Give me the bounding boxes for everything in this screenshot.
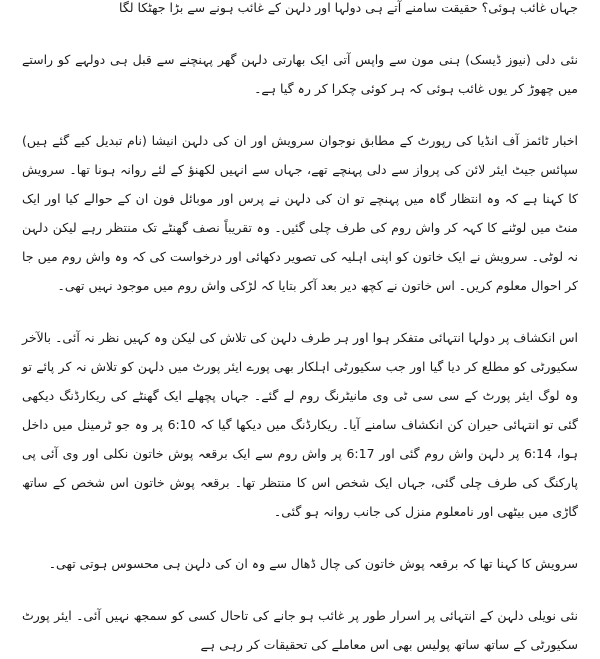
article-paragraph: نئی دلی (نیوز ڈیسک) ہنی مون سے واپس آتی ایک بھارتی دلہن گھر پہنچنے سے قبل ہی دولہے کو راستے میں چھوڑ کر یوں غائب ہوئی کہ ہر کوئی چکرا کر رہ گیا ہے۔ (22, 52, 578, 96)
article-paragraph: نئی نویلی دلہن کے انتہائی پر اسرار طور پر غائب ہو جانے کی تاحال کسی کو سمجھ نہیں آئی۔ ایئر پورٹ سکیورٹی کے ساتھ ساتھ پولیس بھی اس معاملے کی تحقیقات کر رہی ہے (22, 608, 578, 652)
article-paragraph: سرویش کا کہنا تھا کہ برقعہ پوش خاتون کی چال ڈھال سے وہ ان کی دلہن ہی محسوس ہوتی تھی۔ (48, 556, 578, 571)
article-paragraph: اس انکشاف پر دولہا انتہائی متفکر ہوا اور ہر طرف دلہن کی تلاش کی لیکن وہ کہیں نظر نہ آئی۔ بالآخر سکیورٹی کو مطلع کر دیا گیا اور جب سکیورٹی اہلکار بھی پورے ایئر پورٹ میں دلہن کو تلاش نہ کر پائے تو وہ لوگ ایئر پورٹ کے سی سی ٹی وی مانیٹرنگ روم لے گئے۔ جہاں پچھلے ایک گھنٹے کی ریکارڈنگ دیکھی گئی تو انتہائی حیران کن انکشاف سامنے آیا۔ ریکارڈنگ میں دیکھا گیا کہ 6:10 پر وہ جو ٹرمینل میں داخل ہوا، 6:14 پر دلہن واش روم گئی اور 6:17 پر واش روم سے ایک برقعہ پوش خاتون نکلی اور وی آئی پی پارکنگ کی طرف چلی گئی، جہاں ایک شخص اس کا منتظر تھا۔ برقعہ پوش خاتون اس شخص کے ساتھ گاڑی میں بیٹھی اور نامعلوم منزل کی جانب روانہ ہو گئی۔ (22, 330, 579, 519)
article-paragraph: جہاں غائب ہوئی؟ حقیقت سامنے آتے ہی دولہا اور دلہن کے غائب ہونے سے بڑا جھٹکا لگا (119, 0, 578, 15)
article-paragraph: اخبار ٹائمز آف انڈیا کی رپورٹ کے مطابق نوجوان سرویش اور ان کی دلہن انیشا (نام تبدیل کیے گئے ہیں) سپائس جیٹ ایئر لائن کی پرواز سے دلی پہنچے تھے، جہاں سے انہیں لکھنؤ کے لئے روانہ ہونا تھا۔ سرویش کا کہنا ہے کہ وہ انتظار گاہ میں پہنچے تو ان کی دلہن نے پرس اور موبائل فون ان کے حوالے کیا اور ایک منٹ میں لوٹنے کا کہہ کر واش روم کی طرف چلی گئیں۔ وہ تقریباً نصف گھنٹے تک منتظر رہے لیکن دلہن نہ لوٹی۔ سرویش نے ایک خاتون کو اپنی اہلیہ کی تصویر دکھائی اور درخواست کی کہ وہ واش روم میں جا کر احوال معلوم کریں۔ اس خاتون نے کچھ دیر بعد آکر بتایا کہ لڑکی واش روم میں موجود نہیں تھی۔ (22, 133, 578, 293)
